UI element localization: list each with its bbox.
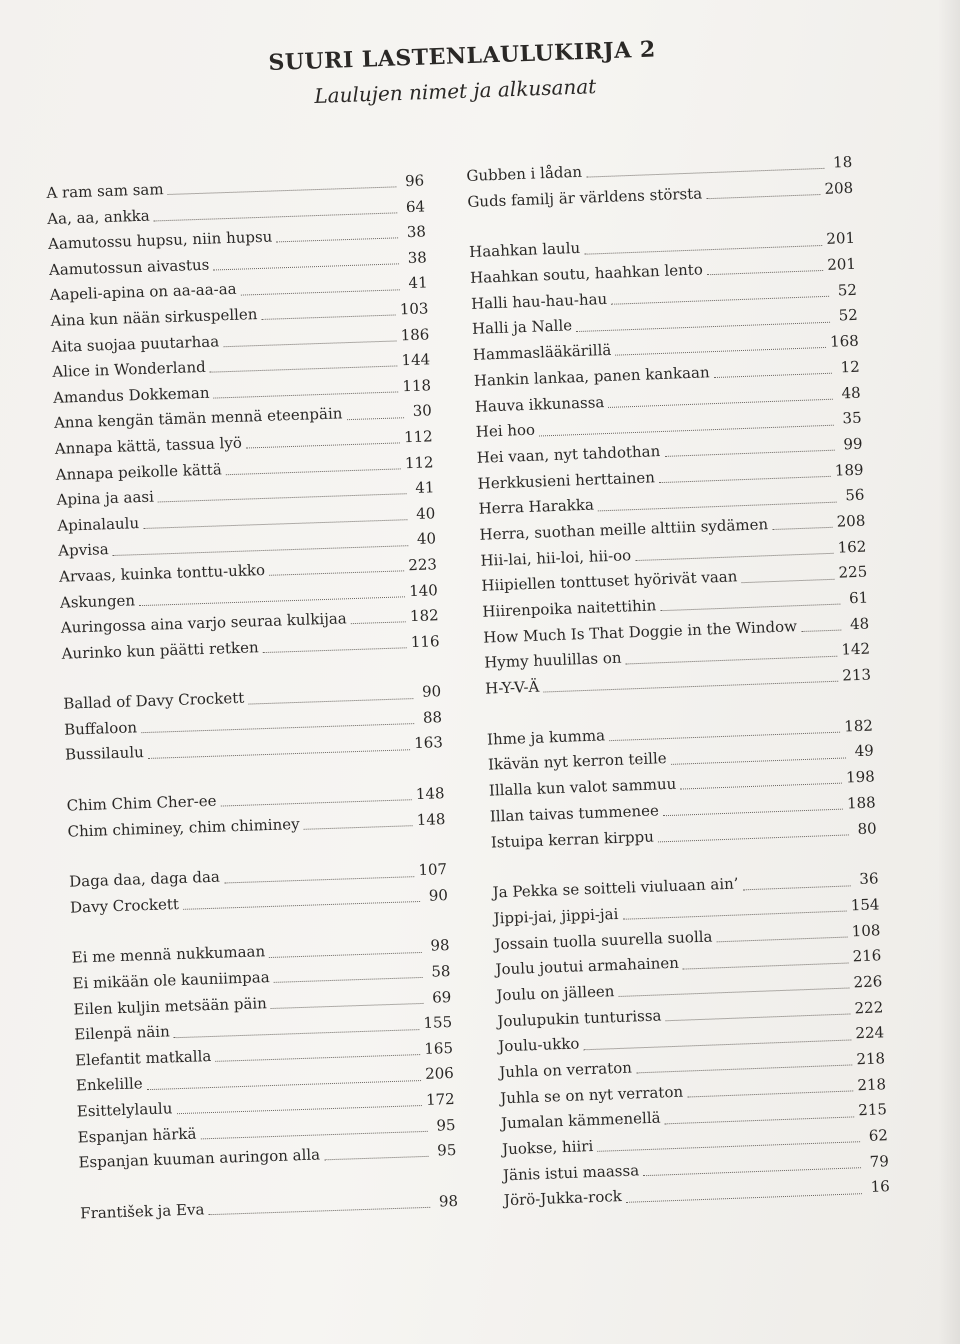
song-title: Aa, aa, ankka bbox=[46, 206, 150, 228]
song-title: Aamutossun aivastus bbox=[48, 255, 210, 279]
page-number: 56 bbox=[844, 485, 865, 505]
song-title: Hiirenpoika naitettihin bbox=[482, 596, 657, 621]
song-title: Ja Pekka se soitteli viuluaan ain’ bbox=[492, 874, 739, 902]
page-number: 38 bbox=[407, 248, 428, 267]
song-title: Istuipa kerran kirppu bbox=[490, 827, 655, 852]
page-number: 99 bbox=[843, 434, 863, 454]
dot-leader bbox=[635, 553, 834, 561]
page-number: 112 bbox=[404, 452, 434, 472]
dot-leader bbox=[304, 825, 413, 830]
song-title: Espanjan härkä bbox=[77, 1124, 197, 1147]
index-column-left bbox=[46, 168, 458, 1226]
page-number: 224 bbox=[855, 1023, 885, 1043]
song-title: Apina ja aasi bbox=[56, 487, 155, 509]
page-number: 79 bbox=[869, 1151, 890, 1171]
dot-leader bbox=[659, 476, 831, 483]
page-number: 52 bbox=[837, 280, 858, 300]
dot-leader bbox=[148, 749, 410, 759]
song-title: Askungen bbox=[59, 590, 136, 612]
page-number: 64 bbox=[405, 197, 426, 216]
dot-leader bbox=[714, 373, 832, 378]
song-title: Aina kun nään sirkuspellen bbox=[50, 305, 258, 330]
dot-leader bbox=[324, 1156, 428, 1160]
song-title: Herra, suothan meille alttiin sydämen bbox=[479, 515, 769, 544]
dot-leader bbox=[584, 245, 822, 255]
page-number: 96 bbox=[404, 171, 425, 191]
page-number: 188 bbox=[846, 793, 876, 813]
index-entry bbox=[80, 1189, 459, 1227]
song-title: Hei hoo bbox=[475, 420, 536, 442]
song-title: How Much Is That Doggie in the Window bbox=[483, 616, 798, 647]
dot-leader bbox=[209, 1207, 431, 1215]
dot-leader bbox=[262, 315, 396, 320]
page-number: 168 bbox=[829, 331, 860, 351]
dot-leader bbox=[269, 571, 404, 576]
page-number: 222 bbox=[854, 997, 884, 1017]
page-number: 40 bbox=[415, 504, 436, 523]
dot-leader bbox=[263, 647, 407, 653]
page-number: 162 bbox=[837, 537, 867, 557]
page-number: 16 bbox=[870, 1177, 891, 1197]
song-title: Halli ja Nalle bbox=[471, 316, 573, 339]
song-title: Guds familj är världens största bbox=[467, 184, 703, 211]
song-title: Hei vaan, nyt tahdothan bbox=[476, 441, 661, 467]
dot-leader bbox=[742, 578, 835, 582]
song-title: Haahkan laulu bbox=[468, 239, 581, 262]
dot-leader bbox=[347, 417, 405, 420]
dot-leader bbox=[351, 622, 406, 625]
song-title: Annapa kättä, tassua lyö bbox=[54, 433, 243, 458]
dot-leader bbox=[609, 732, 840, 741]
song-title: Amandus Dokkeman bbox=[52, 383, 210, 407]
dot-leader bbox=[269, 952, 421, 958]
dot-leader bbox=[174, 1029, 420, 1038]
song-title: Illalla kun valot sammuu bbox=[488, 774, 677, 800]
dot-leader bbox=[154, 212, 397, 221]
song-title: Jumalan kämmenellä bbox=[500, 1108, 661, 1133]
song-title: Annapa peikolle kättä bbox=[55, 459, 223, 484]
song-title: Eilen kuljin metsään päin bbox=[73, 993, 268, 1019]
dot-leader bbox=[177, 1105, 423, 1114]
page-number: 223 bbox=[407, 555, 438, 575]
song-title: František ja Eva bbox=[79, 1200, 205, 1223]
song-title: Ei mikään ole kauniimpaa bbox=[72, 968, 270, 993]
dot-leader bbox=[271, 1003, 424, 1009]
song-title: Hauva ikkunassa bbox=[474, 392, 605, 416]
song-title: Hymy huulillas on bbox=[483, 649, 622, 673]
song-title: Halli hau-hau-hau bbox=[470, 289, 608, 313]
dot-leader bbox=[248, 698, 413, 704]
song-title: Chim Chim Cher-ee bbox=[66, 791, 217, 815]
dot-leader bbox=[213, 263, 398, 270]
song-title: Hiipiellen tonttuset hyörivät vaan bbox=[481, 567, 738, 596]
page-number: 186 bbox=[400, 324, 430, 344]
dot-leader bbox=[210, 366, 398, 373]
song-title: Davy Crockett bbox=[69, 894, 180, 917]
song-title: Haahkan soutu, haahkan lento bbox=[469, 260, 704, 287]
dot-leader bbox=[664, 450, 834, 457]
page-number: 201 bbox=[826, 229, 856, 249]
page-number: 140 bbox=[408, 580, 439, 600]
dot-leader bbox=[636, 1065, 853, 1074]
dot-leader bbox=[717, 936, 848, 942]
page-number: 30 bbox=[412, 401, 433, 421]
page-number: 69 bbox=[431, 987, 452, 1007]
song-title: Buffaloon bbox=[63, 718, 138, 739]
page-number: 62 bbox=[868, 1126, 889, 1145]
page-number: 98 bbox=[438, 1191, 459, 1211]
song-title: Herra Harakka bbox=[478, 495, 595, 519]
song-title: Ballad of Davy Crockett bbox=[63, 688, 245, 713]
page-number: 90 bbox=[428, 885, 449, 905]
dot-leader bbox=[615, 347, 826, 356]
dot-leader bbox=[643, 1167, 861, 1176]
page-title: SUURI LASTENLAULUKIRJA 2 bbox=[268, 36, 657, 76]
dot-leader bbox=[201, 1131, 428, 1140]
dot-leader bbox=[143, 519, 407, 529]
page-number: 165 bbox=[424, 1038, 454, 1058]
song-title: Ikävän nyt kerron teille bbox=[487, 749, 667, 775]
song-title: Apinalaulu bbox=[57, 513, 140, 535]
page-number: 144 bbox=[401, 350, 431, 370]
song-title: Eilenpä näin bbox=[74, 1022, 171, 1044]
song-title: Gubben i lådan bbox=[466, 162, 583, 185]
song-title: A ram sam sam bbox=[46, 180, 164, 202]
page-number: 41 bbox=[408, 273, 428, 293]
dot-leader bbox=[214, 391, 399, 398]
song-title: Juokse, hiiri bbox=[501, 1137, 594, 1159]
page-number: 154 bbox=[850, 895, 880, 915]
page-number: 52 bbox=[838, 306, 859, 325]
dot-leader bbox=[226, 468, 401, 475]
song-title: Juhla se on nyt verraton bbox=[499, 1082, 684, 1108]
dot-leader bbox=[276, 238, 398, 243]
dot-leader bbox=[683, 962, 849, 969]
page-number: 208 bbox=[836, 511, 866, 531]
dot-leader bbox=[658, 834, 849, 842]
dot-leader bbox=[224, 876, 415, 883]
dot-leader bbox=[772, 527, 833, 530]
page-number: 41 bbox=[414, 478, 435, 498]
page-number: 36 bbox=[859, 869, 879, 889]
page-number: 18 bbox=[832, 152, 853, 172]
dot-leader bbox=[663, 809, 843, 817]
song-title: Hammaslääkärillä bbox=[472, 340, 612, 364]
page-number: 48 bbox=[849, 614, 870, 633]
dot-leader bbox=[586, 168, 824, 178]
page-number: 80 bbox=[857, 818, 877, 838]
song-title: Joulupukin tunturissa bbox=[497, 1006, 662, 1031]
song-title: Arvaas, kuinka tonttu-ukko bbox=[58, 560, 266, 586]
song-title: Joulu-ukko bbox=[498, 1034, 580, 1056]
dot-leader bbox=[139, 596, 405, 606]
page-number: 118 bbox=[402, 376, 432, 396]
page-number: 148 bbox=[416, 809, 446, 829]
dot-leader bbox=[743, 885, 851, 890]
page-subtitle: Laulujen nimet ja alkusanat bbox=[314, 74, 597, 108]
song-title: Apvisa bbox=[57, 540, 109, 561]
dot-leader bbox=[598, 501, 837, 511]
song-title: Jippi-jai, jippi-jai bbox=[493, 904, 619, 928]
page-number: 225 bbox=[838, 562, 868, 582]
song-title: Jörö-Jukka-rock bbox=[503, 1187, 623, 1210]
song-title: Alice in Wonderland bbox=[52, 357, 207, 382]
song-title: Daga daa, daga daa bbox=[68, 867, 221, 891]
page-number: 12 bbox=[840, 357, 861, 377]
dot-leader bbox=[801, 630, 841, 632]
page-number: 38 bbox=[406, 222, 427, 242]
dot-leader bbox=[141, 723, 414, 733]
song-title: Anna kengän tämän mennä eteenpäin bbox=[53, 404, 343, 433]
song-title: Elefantit matkalla bbox=[74, 1046, 212, 1070]
dot-leader bbox=[611, 296, 829, 305]
page-number: 142 bbox=[841, 639, 871, 659]
dot-leader bbox=[215, 1054, 420, 1062]
page-number: 226 bbox=[853, 972, 883, 992]
dot-leader bbox=[147, 1080, 422, 1090]
dot-leader bbox=[665, 1116, 855, 1124]
page-number: 95 bbox=[436, 1115, 456, 1135]
song-title: Joulu on jälleen bbox=[496, 982, 615, 1005]
dot-leader bbox=[706, 194, 820, 199]
page-number: 218 bbox=[856, 1049, 886, 1069]
page-number: 201 bbox=[826, 254, 857, 274]
page-number: 198 bbox=[845, 767, 876, 787]
song-title: Ihme ja kumma bbox=[486, 726, 606, 749]
dot-leader bbox=[183, 901, 420, 910]
song-title: Aurinko kun päätti retken bbox=[61, 637, 259, 663]
dot-leader bbox=[707, 270, 824, 275]
dot-leader bbox=[223, 340, 397, 347]
dot-leader bbox=[158, 494, 407, 503]
page-number: 208 bbox=[824, 178, 854, 198]
song-title: Espanjan kuuman auringon alla bbox=[78, 1145, 321, 1172]
dot-leader bbox=[168, 187, 397, 196]
song-title: Aapeli-apina on aa-aa-aa bbox=[49, 280, 237, 305]
page-number: 189 bbox=[834, 460, 864, 480]
page-number: 218 bbox=[857, 1074, 887, 1094]
song-title: Chim chiminey, chim chiminey bbox=[67, 814, 300, 841]
dot-leader bbox=[246, 443, 400, 449]
page-number: 108 bbox=[851, 920, 881, 940]
dot-leader bbox=[274, 977, 423, 983]
dot-leader bbox=[687, 1090, 853, 1097]
song-title: Jossain tuolla suurella suolla bbox=[494, 927, 713, 954]
page-number: 61 bbox=[848, 588, 869, 608]
dot-leader bbox=[608, 399, 832, 408]
page-number: 88 bbox=[422, 708, 443, 727]
page-number: 163 bbox=[413, 733, 444, 753]
song-title: Hii-lai, hii-loi, hii-oo bbox=[480, 545, 632, 570]
song-title: Herkkusieni herttainen bbox=[477, 467, 656, 493]
dot-leader bbox=[543, 681, 838, 693]
page-number: 103 bbox=[399, 299, 429, 319]
song-title: Aamutossu hupsu, niin hupsu bbox=[47, 227, 273, 254]
page-number: 216 bbox=[852, 946, 882, 966]
page-number: 90 bbox=[421, 682, 442, 702]
page-number: 155 bbox=[423, 1013, 453, 1033]
song-title: Bussilaulu bbox=[64, 743, 145, 765]
dot-leader bbox=[626, 655, 838, 664]
dot-leader bbox=[241, 289, 400, 295]
dot-leader bbox=[671, 757, 846, 764]
page-number: 35 bbox=[842, 408, 862, 428]
dot-leader bbox=[619, 988, 850, 997]
page-number: 182 bbox=[409, 606, 439, 626]
dot-leader bbox=[660, 604, 840, 612]
song-title: Juhla on verraton bbox=[498, 1058, 633, 1082]
song-title: Ei me mennä nukkumaan bbox=[71, 942, 266, 968]
page-number: 172 bbox=[425, 1089, 455, 1109]
dot-leader bbox=[221, 800, 412, 807]
dot-leader bbox=[680, 783, 842, 790]
page-number: 215 bbox=[857, 1100, 888, 1120]
page-number: 206 bbox=[424, 1064, 455, 1084]
page-number: 49 bbox=[854, 741, 875, 761]
page-number: 213 bbox=[842, 665, 872, 685]
song-title: Auringossa aina varjo seuraa kulkijaa bbox=[60, 609, 348, 637]
page-number: 58 bbox=[431, 962, 451, 981]
dot-leader bbox=[666, 1013, 851, 1021]
page-number: 116 bbox=[410, 631, 440, 651]
dot-leader bbox=[622, 911, 847, 920]
page-number: 107 bbox=[418, 860, 448, 880]
page-number: 40 bbox=[416, 529, 437, 549]
song-title: Enkelille bbox=[75, 1074, 143, 1095]
page-number: 95 bbox=[436, 1141, 457, 1160]
song-title: Aita suojaa puutarhaa bbox=[51, 331, 220, 356]
song-title: Illan taivas tummenee bbox=[489, 801, 660, 826]
song-title: Jänis istui maassa bbox=[502, 1161, 640, 1185]
song-title: Joulu joutui armahainen bbox=[495, 953, 680, 979]
dot-leader bbox=[626, 1193, 862, 1203]
page-number: 148 bbox=[415, 784, 445, 804]
song-title: Esittelylaulu bbox=[76, 1099, 173, 1121]
page-number: 112 bbox=[403, 427, 433, 447]
page-number: 48 bbox=[841, 383, 861, 402]
index-column-right bbox=[466, 150, 890, 1215]
page-number: 98 bbox=[430, 936, 450, 956]
song-title: Hankin lankaa, panen kankaan bbox=[473, 363, 710, 390]
page-number: 182 bbox=[843, 716, 874, 736]
page-edge-shadow bbox=[938, 0, 960, 1344]
song-title: H-Y-V-Ä bbox=[484, 677, 540, 698]
